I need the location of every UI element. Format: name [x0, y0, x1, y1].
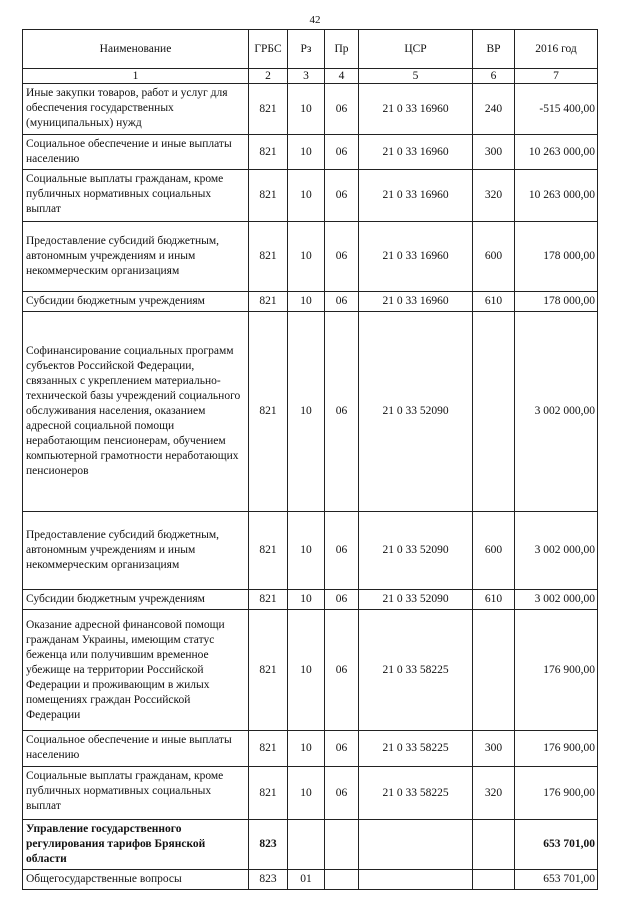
row-name: Управление государственного регулирования тарифов Брянской области: [23, 820, 249, 870]
column-number: 7: [515, 69, 598, 84]
row-pr: 06: [325, 84, 359, 135]
row-amount: 176 900,00: [515, 767, 598, 820]
row-csr: 21 0 33 52090: [359, 312, 473, 512]
row-rz: [288, 820, 325, 870]
row-rz: 10: [288, 610, 325, 731]
row-grbs: 821: [249, 292, 288, 312]
row-amount: 653 701,00: [515, 870, 598, 890]
row-vr: [473, 610, 515, 731]
row-vr: 240: [473, 84, 515, 135]
row-rz: 10: [288, 170, 325, 222]
row-grbs: 821: [249, 590, 288, 610]
row-amount: -515 400,00: [515, 84, 598, 135]
row-csr: 21 0 33 58225: [359, 731, 473, 767]
row-amount: 176 900,00: [515, 731, 598, 767]
row-grbs: 821: [249, 84, 288, 135]
row-rz: 01: [288, 870, 325, 890]
budget-table: [22, 29, 598, 890]
table-row: [23, 820, 598, 870]
row-csr: 21 0 33 58225: [359, 767, 473, 820]
table-body: [23, 84, 598, 890]
row-name: Предоставление субсидий бюджетным, автономным учреждениям и иным некоммерческим организациям: [23, 222, 249, 292]
table-row: [23, 870, 598, 890]
row-name: Социальное обеспечение и иные выплаты населению: [23, 731, 249, 767]
table-row: [23, 135, 598, 170]
row-rz: 10: [288, 292, 325, 312]
table-row: [23, 767, 598, 820]
row-amount: 3 002 000,00: [515, 512, 598, 590]
row-pr: 06: [325, 767, 359, 820]
row-pr: 06: [325, 590, 359, 610]
row-grbs: 821: [249, 610, 288, 731]
row-amount: 653 701,00: [515, 820, 598, 870]
row-pr: 06: [325, 312, 359, 512]
row-vr: 610: [473, 292, 515, 312]
table-row: [23, 610, 598, 731]
row-amount: 10 263 000,00: [515, 135, 598, 170]
table-row: [23, 312, 598, 512]
row-grbs: 821: [249, 512, 288, 590]
row-amount: 176 900,00: [515, 610, 598, 731]
column-number: 5: [359, 69, 473, 84]
row-name: Общегосударственные вопросы: [23, 870, 249, 890]
row-pr: 06: [325, 292, 359, 312]
row-grbs: 821: [249, 170, 288, 222]
row-pr: 06: [325, 731, 359, 767]
row-name: Субсидии бюджетным учреждениям: [23, 590, 249, 610]
row-pr: 06: [325, 512, 359, 590]
column-number: 4: [325, 69, 359, 84]
row-pr: 06: [325, 610, 359, 731]
row-vr: 300: [473, 135, 515, 170]
row-pr: [325, 820, 359, 870]
row-grbs: 821: [249, 222, 288, 292]
column-number: 1: [23, 69, 249, 84]
row-amount: 3 002 000,00: [515, 312, 598, 512]
header-grbs: ГРБС: [249, 30, 288, 69]
row-csr: 21 0 33 52090: [359, 590, 473, 610]
row-csr: 21 0 33 16960: [359, 84, 473, 135]
table-row: [23, 222, 598, 292]
row-name: Субсидии бюджетным учреждениям: [23, 292, 249, 312]
row-amount: 178 000,00: [515, 222, 598, 292]
row-pr: 06: [325, 135, 359, 170]
header-pr: Пр: [325, 30, 359, 69]
row-name: Социальные выплаты гражданам, кроме публичных нормативных социальных выплат: [23, 170, 249, 222]
table-row: [23, 292, 598, 312]
header-rz: Рз: [288, 30, 325, 69]
row-rz: 10: [288, 312, 325, 512]
row-rz: 10: [288, 84, 325, 135]
row-vr: 300: [473, 731, 515, 767]
row-csr: 21 0 33 16960: [359, 170, 473, 222]
row-rz: 10: [288, 222, 325, 292]
row-csr: [359, 870, 473, 890]
row-grbs: 823: [249, 820, 288, 870]
row-csr: 21 0 33 52090: [359, 512, 473, 590]
row-csr: 21 0 33 58225: [359, 610, 473, 731]
table-row: [23, 84, 598, 135]
row-pr: 06: [325, 170, 359, 222]
column-number: 2: [249, 69, 288, 84]
table-row: [23, 731, 598, 767]
row-grbs: 821: [249, 731, 288, 767]
row-name: Предоставление субсидий бюджетным, автономным учреждениям и иным некоммерческим организациям: [23, 512, 249, 590]
column-number: 6: [473, 69, 515, 84]
row-grbs: 821: [249, 312, 288, 512]
row-pr: [325, 870, 359, 890]
row-amount: 3 002 000,00: [515, 590, 598, 610]
row-name: Иные закупки товаров, работ и услуг для обеспечения государственных (муниципальных) нужд: [23, 84, 249, 135]
row-grbs: 823: [249, 870, 288, 890]
row-name: Оказание адресной финансовой помощи гражданам Украины, имеющим статус беженца или получившим временное убежище на территории Российской Федерации и проживающим в жилых помещениях граждан Российской Федерации: [23, 610, 249, 731]
column-number: 3: [288, 69, 325, 84]
header-name: Наименование: [23, 30, 249, 69]
row-vr: 320: [473, 767, 515, 820]
table-row: [23, 590, 598, 610]
row-rz: 10: [288, 731, 325, 767]
header-vr: ВР: [473, 30, 515, 69]
row-csr: 21 0 33 16960: [359, 222, 473, 292]
row-name: Софинансирование социальных программ субъектов Российской Федерации, связанных с укреплением материально-технической базы учреждений социального обслуживания населения, оказанием адресной социальной помощи неработающим пенсионерам, обучением компьютерной грамотности неработающих пенсионеров: [23, 312, 249, 512]
row-vr: [473, 870, 515, 890]
row-rz: 10: [288, 590, 325, 610]
header-csr: ЦСР: [359, 30, 473, 69]
table-row: [23, 170, 598, 222]
row-vr: 320: [473, 170, 515, 222]
row-name: Социальные выплаты гражданам, кроме публичных нормативных социальных выплат: [23, 767, 249, 820]
row-vr: [473, 820, 515, 870]
row-grbs: 821: [249, 767, 288, 820]
row-pr: 06: [325, 222, 359, 292]
row-name: Социальное обеспечение и иные выплаты населению: [23, 135, 249, 170]
row-amount: 10 263 000,00: [515, 170, 598, 222]
row-csr: 21 0 33 16960: [359, 135, 473, 170]
row-rz: 10: [288, 135, 325, 170]
row-amount: 178 000,00: [515, 292, 598, 312]
column-number-row: [23, 69, 598, 84]
row-vr: 600: [473, 222, 515, 292]
page-number: 42: [309, 14, 321, 26]
row-vr: 600: [473, 512, 515, 590]
header-row: [23, 30, 598, 69]
row-csr: 21 0 33 16960: [359, 292, 473, 312]
row-csr: [359, 820, 473, 870]
table-row: [23, 512, 598, 590]
row-rz: 10: [288, 767, 325, 820]
header-year: 2016 год: [515, 30, 598, 69]
row-grbs: 821: [249, 135, 288, 170]
row-vr: 610: [473, 590, 515, 610]
row-rz: 10: [288, 512, 325, 590]
row-vr: [473, 312, 515, 512]
